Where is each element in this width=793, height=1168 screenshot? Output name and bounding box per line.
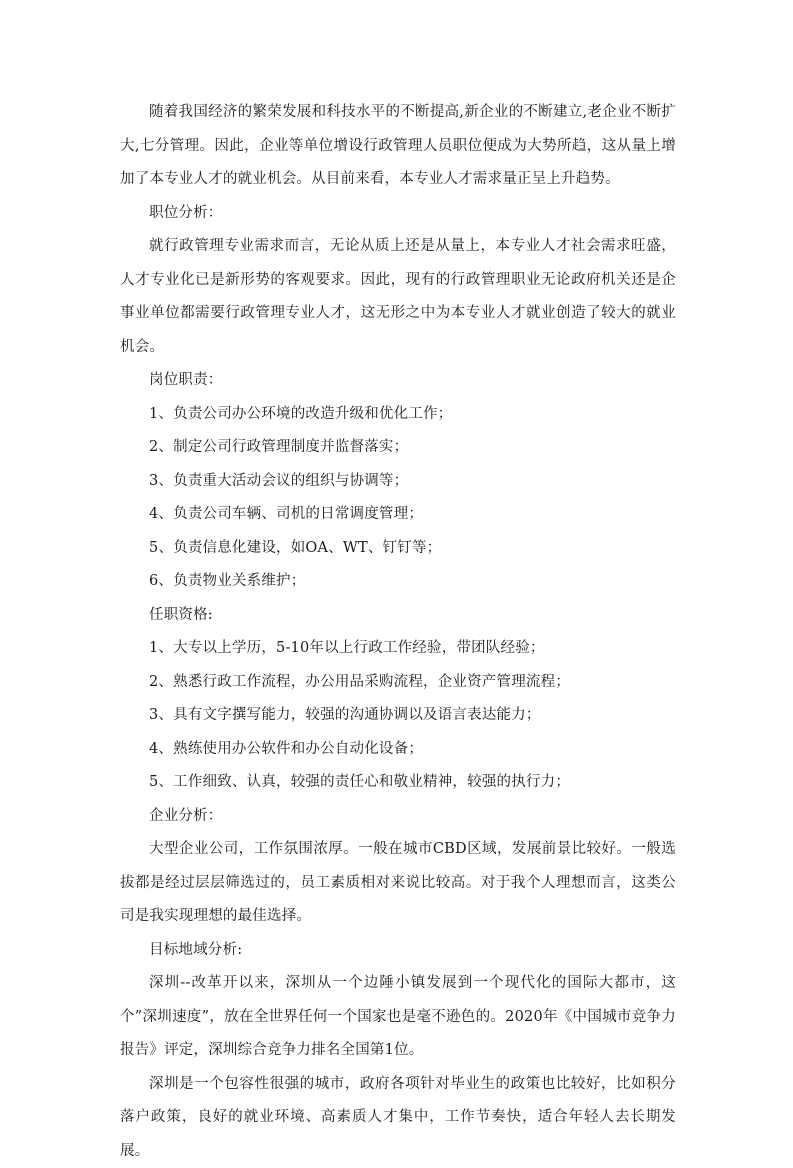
heading-qualifications: 任职资格: (120, 599, 676, 633)
duty-item-1: 1、负责公司办公环境的改造升级和优化工作； (120, 398, 676, 432)
qualification-item-5: 5、工作细致、认真，较强的责任心和敬业精神，较强的执行力； (120, 766, 676, 800)
qualification-item-3: 3、具有文字撰写能力，较强的沟通协调以及语言表达能力； (120, 699, 676, 733)
duty-item-4: 4、负责公司车辆、司机的日常调度管理； (120, 498, 676, 532)
paragraph-intro: 随着我国经济的繁荣发展和科技水平的不断提高,新企业的不断建立,老企业不断扩大,七分管理。因此，企业等单位增设行政管理人员职位便成为大势所趋，这从量上增加了本专业人才的就业机会。从目前来看，本专业人才需求量正呈上升趋势。 (120, 96, 676, 197)
heading-company-analysis: 企业分析： (120, 800, 676, 834)
duty-item-6: 6、负责物业关系维护； (120, 565, 676, 599)
qualification-item-1: 1、大专以上学历，5-10年以上行政工作经验，带团队经验； (120, 632, 676, 666)
duty-item-2: 2、制定公司行政管理制度并监督落实； (120, 431, 676, 465)
paragraph-position-analysis: 就行政管理专业需求而言，无论从质上还是从量上，本专业人才社会需求旺盛，人才专业化已是新形势的客观要求。因此，现有的行政管理职业无论政府机关还是企事业单位都需要行政管理专业人才，这无形之中为本专业人才就业创造了较大的就业机会。 (120, 230, 676, 364)
heading-job-duties: 岗位职责： (120, 364, 676, 398)
qualification-item-2: 2、熟悉行政工作流程，办公用品采购流程，企业资产管理流程； (120, 666, 676, 700)
paragraph-company-analysis: 大型企业公司，工作氛围浓厚。一般在城市CBD区域，发展前景比较好。一般选拔都是经过层层筛选过的，员工素质相对来说比较高。对于我个人理想而言，这类公司是我实现理想的最佳选择。 (120, 833, 676, 934)
heading-position-analysis: 职位分析： (120, 197, 676, 231)
duty-item-3: 3、负责重大活动会议的组织与协调等； (120, 465, 676, 499)
duty-item-5: 5、负责信息化建设，如OA、WT、钉钉等； (120, 532, 676, 566)
qualification-item-4: 4、熟练使用办公软件和办公自动化设备； (120, 733, 676, 767)
heading-region-analysis: 目标地域分析: (120, 934, 676, 968)
document-body (120, 96, 676, 1168)
paragraph-region-shenzhen-2: 深圳是一个包容性很强的城市，政府各项针对毕业生的政策也比较好，比如积分落户政策，良好的就业环境、高素质人才集中，工作节奏快，适合年轻人去长期发展。 (120, 1068, 676, 1168)
paragraph-region-shenzhen-1: 深圳--改革开以来，深圳从一个边陲小镇发展到一个现代化的国际大都市，这个”深圳速度”，放在全世界任何一个国家也是毫不逊色的。2020年《中国城市竞争力报告》评定，深圳综合竞争力排名全国第1位。 (120, 967, 676, 1068)
